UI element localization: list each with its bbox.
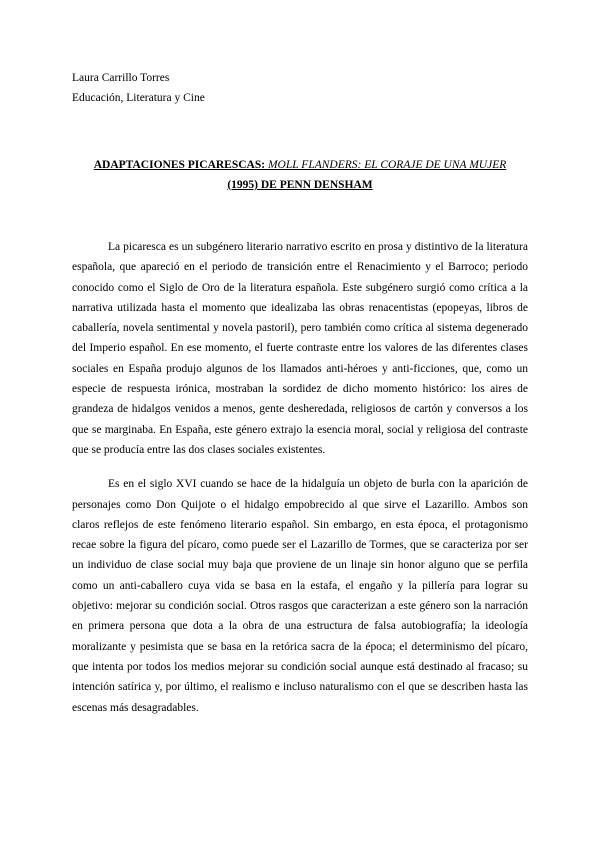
author-name: Laura Carrillo Torres — [72, 72, 170, 84]
document-header — [72, 68, 205, 108]
document-title — [72, 155, 528, 195]
body-paragraph: La picaresca es un subgénero literario narrativo escrito en prosa y distintivo de la literatura española, que apareció en el periodo de transición entre el Renacimiento y el Barroco; periodo conocido como el Siglo de Oro de la literatura española. Este subgénero surgió como crítica a la narrativa utilizada hasta el momento que idealizaba las obras renacentistas (epopeyas, libros de caballería, novela sentimental y novela pastoril), pero también como crítica al sistema degenerado del Imperio español. En ese momento, el fuerte contraste entre los valores de las diferentes clases sociales en España produjo algunos de los llamados anti-héroes y anti-ficciones, que, como un especie de respuesta irónica, mostraban la sordidez de dicho momento histórico: los aires de grandeza de hidalgos venidos a menos, gente desheredada, religiosos de cartón y conversos a los que se marginaba. En España, este género extrajo la esencia moral, social y religiosa del contraste que se producía entre las dos clases sociales existentes. — [72, 241, 528, 456]
body-paragraph: Es en el siglo XVI cuando se hace de la hidalguía un objeto de burla con la aparición de personajes como Don Quijote o el hidalgo empobrecido al que sirve el Lazarillo. Ambos son claros reflejos de este fenómeno literario español. Sin embargo, en esta época, el protagonismo recae sobre la figura del pícaro, como puede ser el Lazarillo de Tormes, que se caracteriza por ser un individuo de clase social muy baja que proviene de un linaje sin honor alguno que se perfila como un anti-caballero cuya vida se basa en la estafa, el engaño y la pillería para lograr su objetivo: mejorar su condición social. Otros rasgos que caracterizan a este género son la narración en primera persona que dota a la obra de una estructura de falsa autobiografía; la ideología moralizante y pesimista que se basa en la retórica sacra de la época; el determinismo del pícaro, que intenta por todos los medios mejorar su condición social aunque está destinado al fracaso; su intención satírica y, por último, el realismo e incluso naturalismo con el que se describen hasta las escenas más desagradables. — [72, 478, 528, 714]
title-film-name: MOLL FLANDERS: EL CORAJE DE UNA MUJER — [267, 159, 507, 171]
title-part-1: ADAPTACIONES PICARESCAS: — [93, 159, 268, 171]
document-body — [72, 237, 528, 732]
title-part-3: (1995) DE PENN DENSHAM — [227, 179, 373, 191]
course-name: Educación, Literatura y Cine — [72, 92, 205, 104]
